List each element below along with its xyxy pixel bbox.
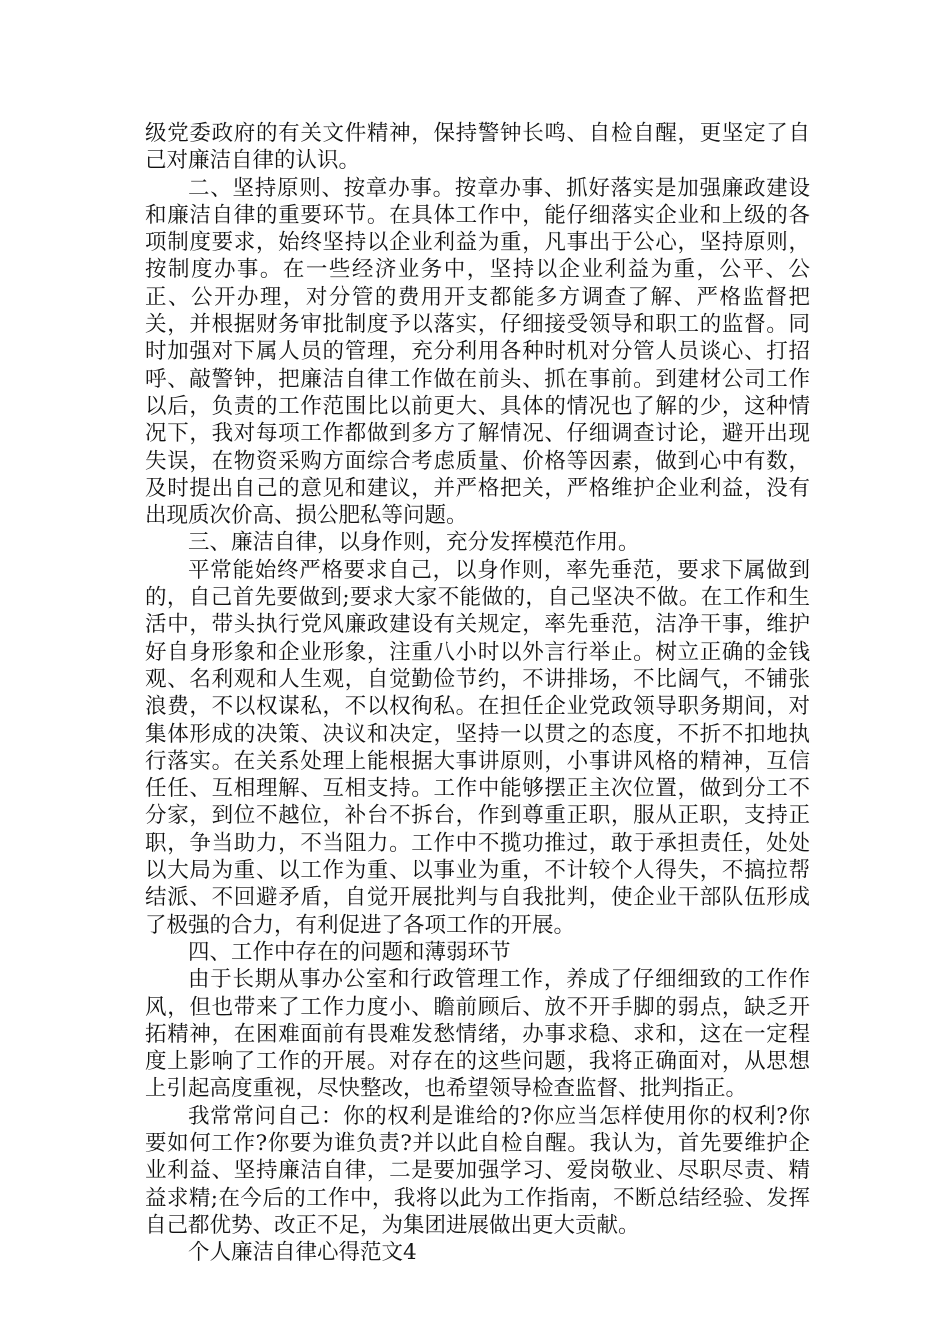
- paragraph-reflection: 我常常问自己：你的权利是谁给的?你应当怎样使用你的权利?你要如何工作?你要为谁负责?并以此自检自醒。我认为，首先要维护企业利益、坚持廉洁自律，二是要加强学习、爱岗敬业、尽职尽责、精益求精;在今后的工作中，我将以此为工作指南，不断总结经验、发挥自己都优势、改正不足，为集团进展做出更大贡献。: [145, 1103, 810, 1238]
- paragraph-continuation: 级党委政府的有关文件精神，保持警钟长鸣、自检自醒，更坚定了自己对廉洁自律的认识。: [145, 121, 810, 174]
- paragraph-section-three: 平常能始终严格要求自己，以身作则，率先垂范，要求下属做到的，自己首先要做到;要求大家不能做的，自己坚决不做。在工作和生活中，带头执行党风廉政建设有关规定，率先垂范，洁净干事，维护好自身形象和企业形象，注重八小时以外言行举止。树立正确的金钱观、名利观和人生观，自觉勤俭节约，不讲排场，不比阔气，不铺张浪费，不以权谋私，不以权徇私。在担任企业党政领导职务期间，对集体形成的决策、决议和决定，坚持一以贯之的态度，不折不扣地执行落实。在关系处理上能根据大事讲原则，小事讲风格的精神，互信任任、互相理解、互相支持。工作中能够摆正主次位置，做到分工不分家，到位不越位，补台不拆台，作到尊重正职，服从正职，支持正职，争当助力，不当阻力。工作中不揽功推过，敢于承担责任，处处以大局为重、以工作为重、以事业为重，不计较个人得失，不搞拉帮结派、不回避矛盾，自觉开展批判与自我批判，使企业干部队伍形成了极强的合力，有利促进了各项工作的开展。: [145, 557, 810, 938]
- heading-section-three: 三、廉洁自律，以身作则，充分发挥模范作用。: [188, 530, 640, 556]
- heading-sample-four: 个人廉洁自律心得范文4: [188, 1240, 417, 1266]
- heading-section-four: 四、工作中存在的问题和薄弱环节: [188, 939, 511, 965]
- paragraph-section-two: 二、坚持原则、按章办事。按章办事、抓好落实是加强廉政建设和廉洁自律的重要环节。在具体工作中，能仔细落实企业和上级的各项制度要求，始终坚持以企业利益为重，凡事出于公心，坚持原则，按制度办事。在一些经济业务中，坚持以企业利益为重，公平、公正、公开办理，对分管的费用开支都能多方调查了解、严格监督把关，并根据财务审批制度予以落实，仔细接受领导和职工的监督。同时加强对下属人员的管理，充分利用各种时机对分管人员谈心、打招呼、敲警钟，把廉洁自律工作做在前头、抓在事前。到建材公司工作以后，负责的工作范围比以前更大、具体的情况也了解的少，这种情况下，我对每项工作都做到多方了解情况、仔细调查讨论，避开出现失误，在物资采购方面综合考虑质量、价格等因素，做到心中有数，及时提出自己的意见和建议，并严格把关，严格维护企业利益，没有出现质次价高、损公肥私等问题。: [145, 175, 810, 529]
- document-body: [145, 120, 810, 1266]
- paragraph-section-four: 由于长期从事办公室和行政管理工作，养成了仔细细致的工作作风，但也带来了工作力度小、瞻前顾后、放不开手脚的弱点，缺乏开拓精神，在困难面前有畏难发愁情绪，办事求稳、求和，这在一定程度上影响了工作的开展。对存在的这些问题，我将正确面对，从思想上引起高度重视，尽快整改，也希望领导检查监督、批判指正。: [145, 967, 810, 1102]
